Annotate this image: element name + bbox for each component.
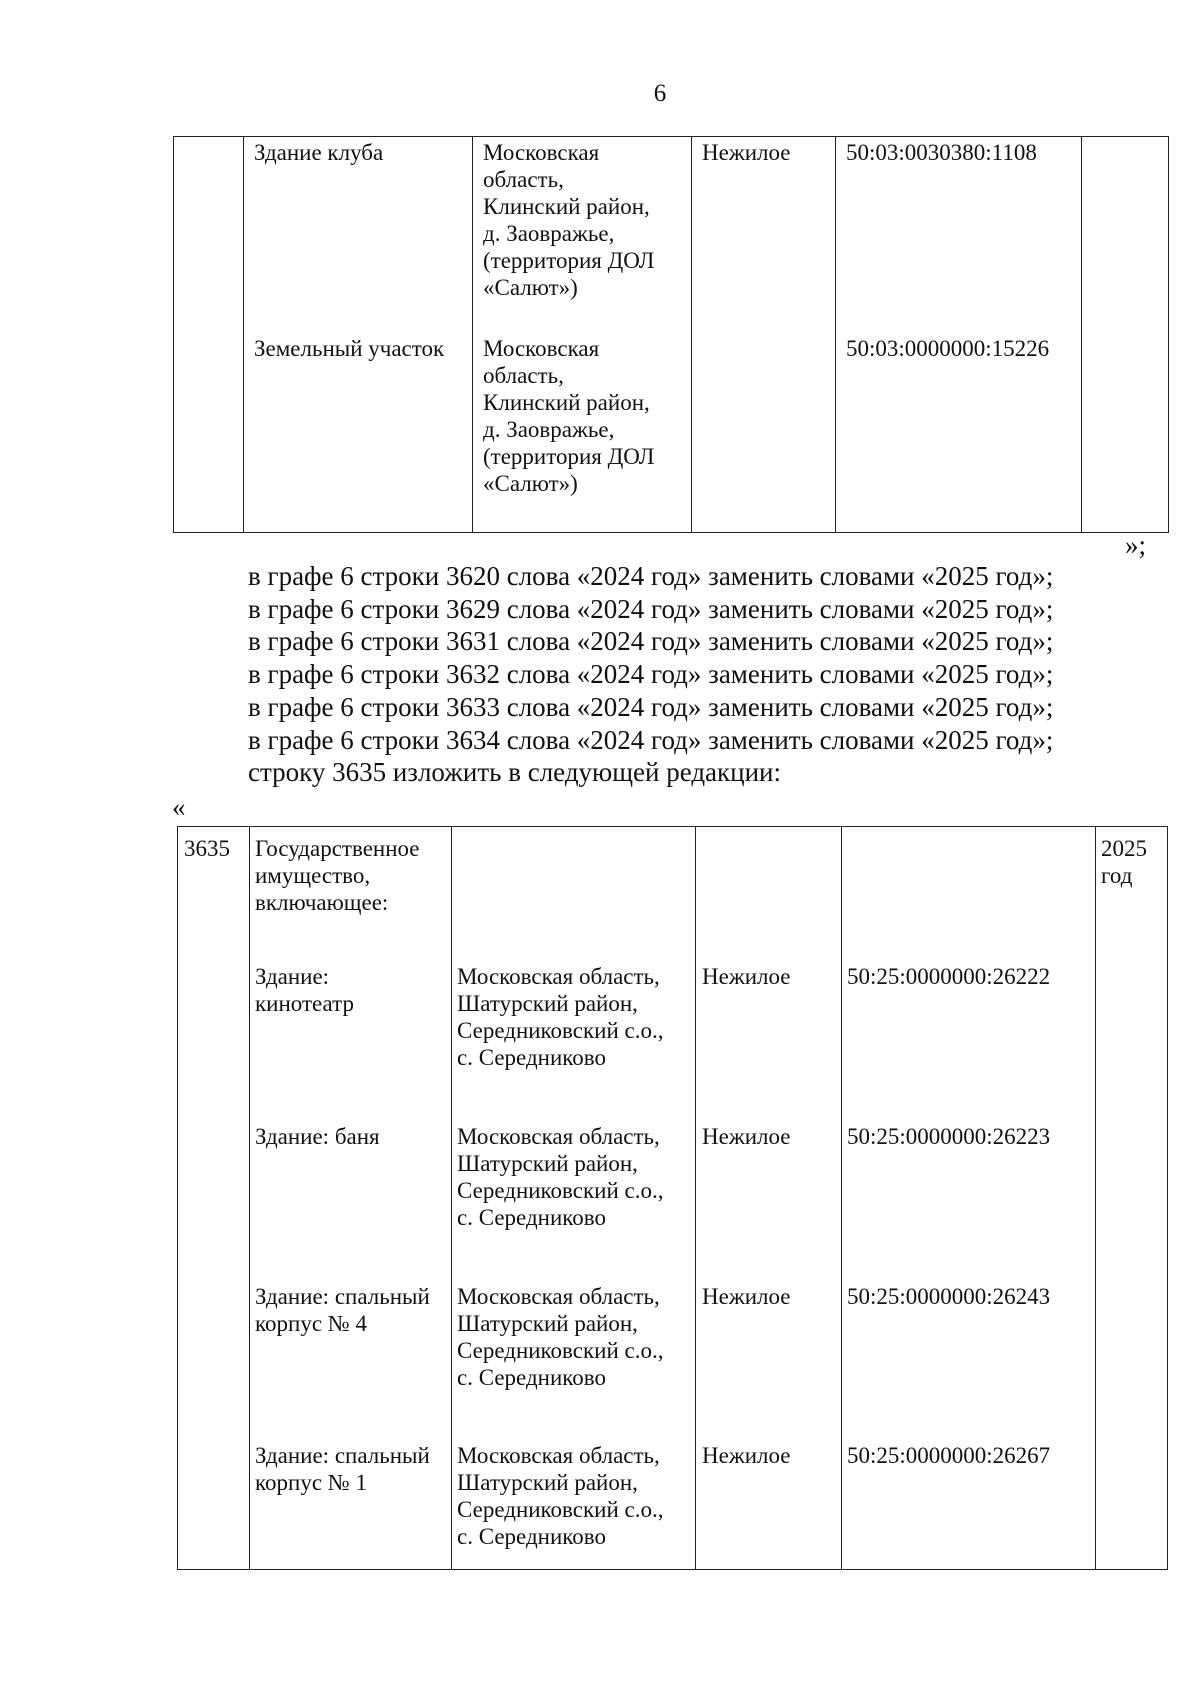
instruction-line: в графе 6 строки 3633 слова «2024 год» заменить словами «2025 год»; (248, 691, 1054, 722)
name-cell (244, 137, 473, 533)
page-number: 6 (653, 80, 667, 107)
cadastral-number: 50:03:0000000:15226 (846, 336, 1050, 361)
cadastral-number: 50:25:0000000:26243 (847, 1284, 1051, 1309)
cadastral-cell (836, 137, 1082, 533)
object-purpose: Нежилое (702, 1443, 791, 1468)
object-name: Земельный участок (254, 336, 445, 361)
address-cell (473, 137, 692, 533)
object-purpose: Нежилое (702, 140, 791, 165)
object-name: Здание: спальный корпус № 4 (255, 1284, 430, 1336)
object-address: Московская область, Шатурский район, Середниковский с.о., с. Середниково (457, 1443, 664, 1549)
deadline-year: 2025 год (1101, 836, 1147, 888)
instruction-line: в графе 6 строки 3620 слова «2024 год» заменить словами «2025 год»; (248, 561, 1054, 591)
purpose-cell (692, 137, 836, 533)
cadastral-number: 50:03:0030380:1108 (846, 140, 1037, 165)
object-name: Здание клуба (254, 140, 384, 165)
row-number: 3635 (184, 836, 230, 861)
object-address: Московская область, Шатурский район, Середниковский с.о., с. Середниково (457, 1284, 664, 1390)
cadastral-number: 50:25:0000000:26267 (847, 1443, 1051, 1468)
instruction-line: в графе 6 строки 3634 слова «2024 год» заменить словами «2025 год»; (248, 724, 1054, 755)
year-cell (1096, 827, 1168, 1570)
object-purpose: Нежилое (702, 1284, 791, 1309)
amendment-instructions (248, 560, 1053, 789)
instruction-line: в графе 6 строки 3629 слова «2024 год» заменить словами «2025 год»; (248, 593, 1054, 624)
instruction-line: строку 3635 изложить в следующей редакции: (248, 757, 782, 788)
object-purpose: Нежилое (702, 964, 791, 989)
object-name: Здание: спальный корпус № 1 (255, 1443, 430, 1495)
closing-quote: »; (1125, 530, 1147, 560)
table-row (174, 137, 1169, 533)
object-name: Здание: кинотеатр (255, 964, 354, 1016)
row-number-cell (178, 827, 250, 1570)
cadastral-number: 50:25:0000000:26222 (847, 964, 1051, 989)
object-purpose: Нежилое (702, 1124, 791, 1149)
name-cell (250, 827, 452, 1570)
property-table-row-3635 (177, 826, 1168, 1570)
object-name: Здание: баня (255, 1124, 380, 1149)
instruction-line: в графе 6 строки 3631 слова «2024 год» заменить словами «2025 год»; (248, 626, 1054, 657)
cadastral-cell (842, 827, 1096, 1570)
object-address: Московская область, Шатурский район, Середниковский с.о., с. Середниково (457, 964, 664, 1070)
object-address: Московская область, Шатурский район, Середниковский с.о., с. Середниково (457, 1124, 664, 1230)
object-address: Московская область, Клинский район, д. Заовражье, (территория ДОЛ «Салют») (483, 140, 655, 300)
address-cell (452, 827, 696, 1570)
table-row (178, 827, 1168, 1570)
row-number-cell (174, 137, 244, 533)
year-cell (1082, 137, 1169, 533)
instruction-line: в графе 6 строки 3632 слова «2024 год» заменить словами «2025 год»; (248, 659, 1054, 690)
cadastral-number: 50:25:0000000:26223 (847, 1124, 1051, 1149)
opening-quote: « (172, 792, 186, 822)
group-heading: Государственное имущество, включающее: (255, 836, 420, 915)
object-address: Московская область, Клинский район, д. Заовражье, (территория ДОЛ «Салют») (483, 336, 655, 496)
purpose-cell (696, 827, 842, 1570)
property-table-continuation (173, 136, 1169, 533)
